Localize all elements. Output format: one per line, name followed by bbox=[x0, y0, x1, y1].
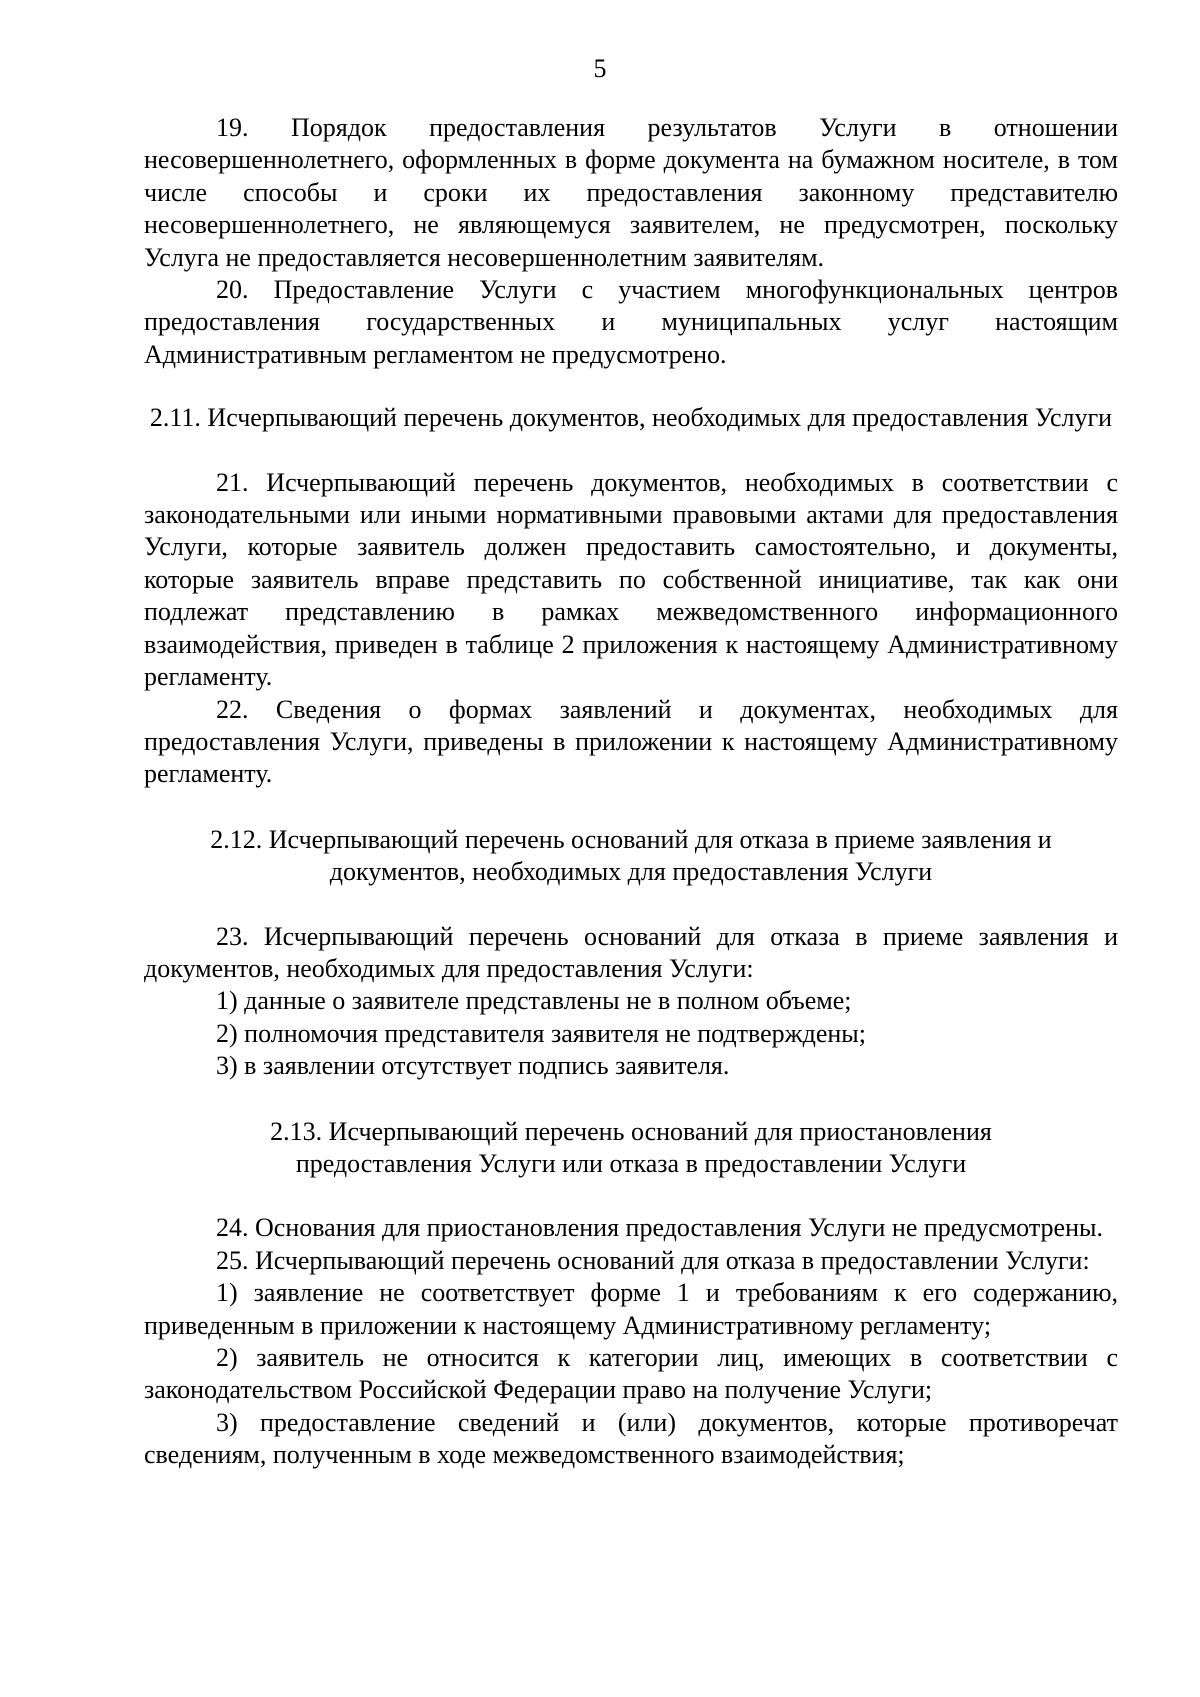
section-heading-2-11: 2.11. Исчерпывающий перечень документов, необходимых для предоставления Услуги bbox=[149, 403, 1113, 433]
paragraph-21: 21. Исчерпывающий перечень документов, необходимых в соответствии с законодательными или иными нормативными правовыми актами для предоставления Услуги, которые заявитель должен предоставить самостоятельно, и документы, которые заявитель вправе представить по собственной инициативе, так как они подлежат представлению в рамках межведомственного информационного взаимодействия, приведен в таблице 2 приложения к настоящему Административному регламенту. bbox=[144, 467, 1118, 692]
paragraph-20: 20. Предоставление Услуги с участием многофункциональных центров предоставления государственных и муниципальных услуг настоящим Административным регламентом не предусмотрено. bbox=[144, 275, 1118, 369]
list-item-23-2: 2) полномочия представителя заявителя не подтверждены; bbox=[216, 1018, 866, 1048]
list-item-25-3: 3) предоставление сведений и (или) документов, которые противоречат сведениям, полученным в ходе межведомственного взаимодействия; bbox=[144, 1407, 1118, 1470]
document-body bbox=[144, 112, 1118, 1472]
paragraph-19: 19. Порядок предоставления результатов Услуги в отношении несовершеннолетнего, оформленных в форме документа на бумажном носителе, в том числе способы и сроки их предоставления законному представителю несовершеннолетнего, не являющемуся заявителем, не предусмотрен, поскольку Услуга не предоставляется несовершеннолетним заявителям. bbox=[144, 113, 1118, 272]
list-item-23-1: 1) данные о заявителе представлены не в полном объеме; bbox=[216, 986, 852, 1016]
paragraph-23: 23. Исчерпывающий перечень оснований для отказа в приеме заявления и документов, необходимых для предоставления Услуги: bbox=[144, 921, 1118, 983]
section-heading-2-13: 2.13. Исчерпывающий перечень оснований для приостановления предоставления Услуги или отказа в предоставлении Услуги bbox=[270, 1116, 992, 1178]
list-item-23-3: 3) в заявлении отсутствует подпись заявителя. bbox=[216, 1051, 730, 1081]
list-item-25-1: 1) заявление не соответствует форме 1 и требованиям к его содержанию, приведенным в приложении к настоящему Административному регламенту; bbox=[144, 1278, 1118, 1340]
paragraph-24: 24. Основания для приостановления предоставления Услуги не предусмотрены. bbox=[216, 1213, 1103, 1243]
paragraph-22: 22. Сведения о формах заявлений и документах, необходимых для предоставления Услуги, приведены в приложении к настоящему Административному регламенту. bbox=[144, 694, 1118, 789]
list-item-25-2: 2) заявитель не относится к категории лиц, имеющих в соответствии с законодательством Российской Федерации право на получение Услуги; bbox=[144, 1343, 1118, 1405]
paragraph-25: 25. Исчерпывающий перечень оснований для отказа в предоставлении Услуги: bbox=[216, 1245, 1090, 1275]
page-number: 5 bbox=[593, 54, 607, 83]
section-heading-2-12: 2.12. Исчерпывающий перечень оснований для отказа в приеме заявления и документов, необходимых для предоставления Услуги bbox=[210, 824, 1052, 887]
